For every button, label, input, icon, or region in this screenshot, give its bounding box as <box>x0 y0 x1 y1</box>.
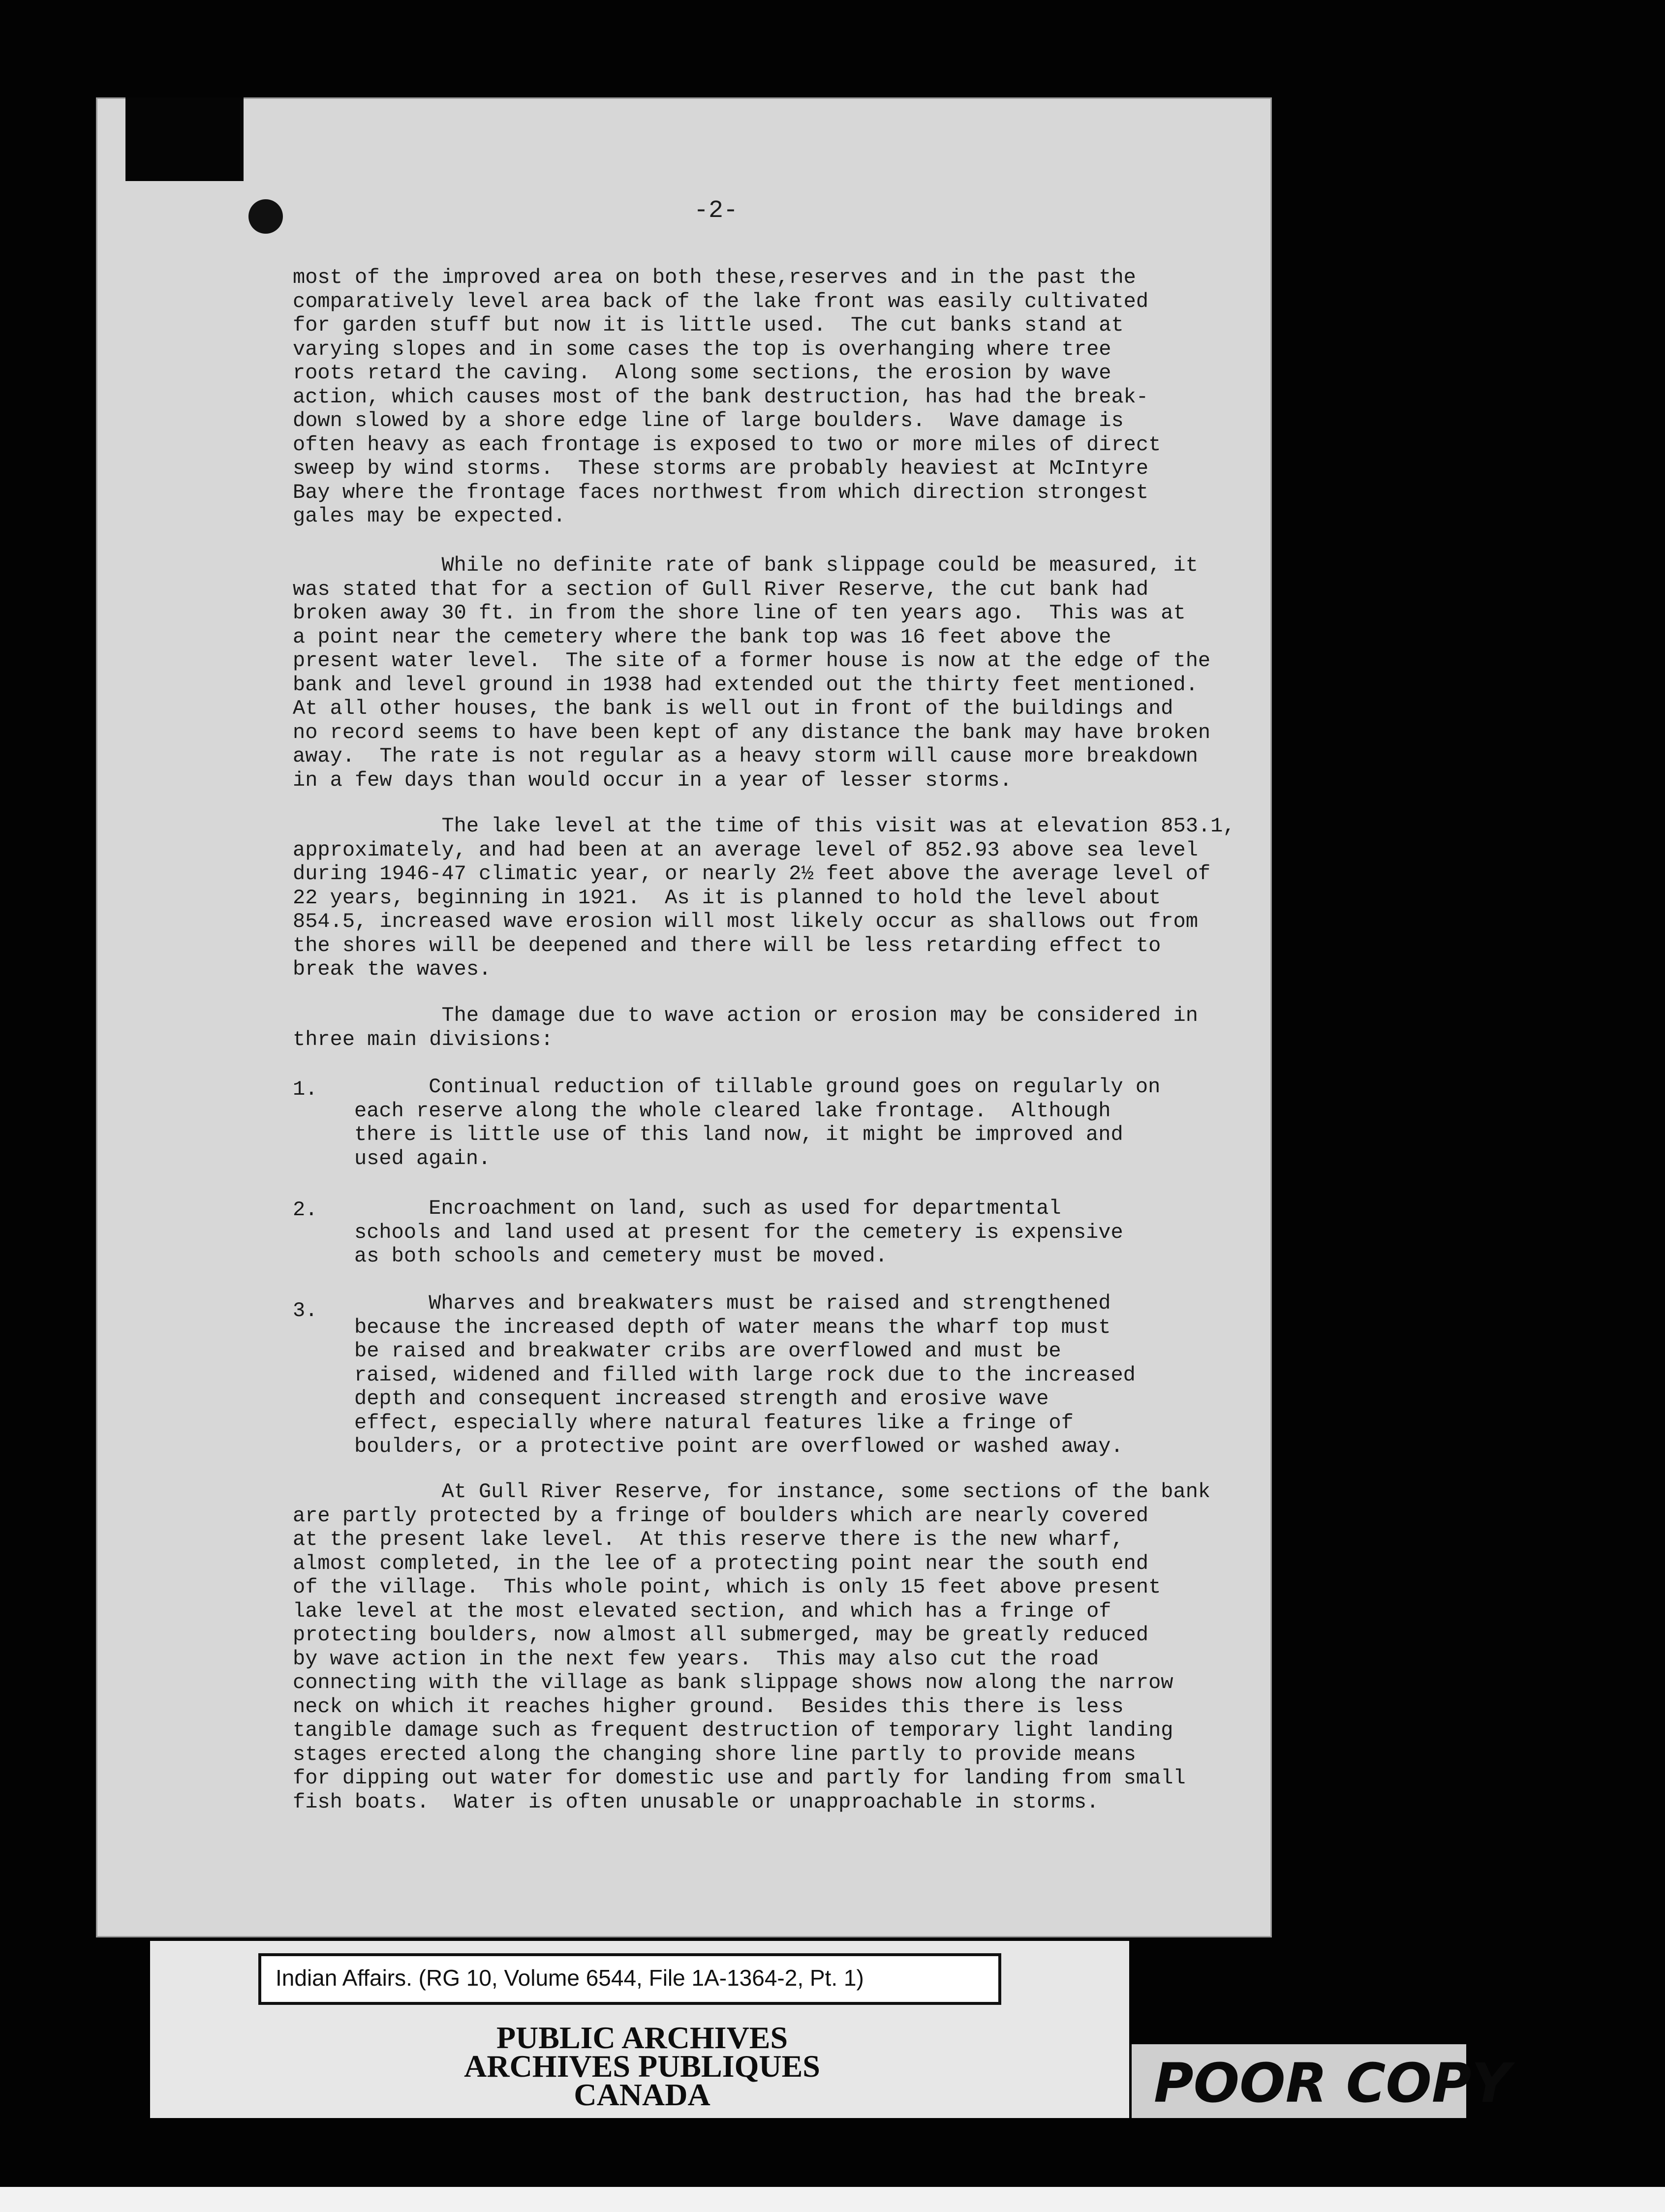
archive-stamp-line: ARCHIVES PUBLIQUES <box>464 2049 820 2084</box>
archive-stamp-line: PUBLIC ARCHIVES <box>496 2020 788 2055</box>
paragraph-5: At Gull River Reserve, for instance, some sections of the bank are partly protected by a fringe of boulders which are nearly covered at the present lake level. At this reserve there is the new wharf, almost completed, in the lee of a protecting point near the south end of the village. This whole point, which is only 15 feet above present lake level at the most elevated section, and which has a fringe of protecting boulders, now almost all submerged, may be greatly reduced by wave action in the next few years. This may also cut the road connecting with the village as bank slippage shows now along the narrow neck on which it reaches higher ground. Besides this there is less tangible damage such as frequent destruction of temporary light landing stages erected along the changing shore line partly to provide means for dipping out water for domestic use and partly for landing from small fish boats. Water is often unusable or unapproachable in storms. <box>293 1480 1211 1814</box>
list-item: Encroachment on land, such as used for departmental schools and land used at present for the cemetery is expensive as both schools and cemetery must be moved. <box>354 1197 1123 1268</box>
paragraph-1: most of the improved area on both these,reserves and in the past the comparatively level area back of the lake front was easily cultivated for garden stuff but now it is little used. The cut banks stand at varying slopes and in some cases the top is overhanging where tree roots retard the caving. Along some sections, the erosion by wave action, which causes most of the bank destruction, has had the break- down slowed by a shore edge line of large boulders. Wave damage is often heavy as each frontage is exposed to two or more miles of direct sweep by wind storms. These storms are probably heaviest at McIntyre Bay where the frontage faces northwest from which direction strongest gales may be expected. <box>293 266 1161 528</box>
paragraph-2: While no definite rate of bank slippage could be measured, it was stated that for a section of Gull River Reserve, the cut bank had broken away 30 ft. in from the shore line of ten years ago. This was at a point near the cemetery where the bank top was 16 feet above the present water level. The site of a former house is now at the edge of the bank and level ground in 1938 had extended out the thirty feet mentioned. At all other houses, the bank is well out in front of the buildings and no record seems to have been kept of any distance the bank may have broken away. The rate is not regular as a heavy storm will cause more breakdown in a few days than would occur in a year of lesser storms. <box>293 553 1211 792</box>
paragraph-4: The damage due to wave action or erosion may be considered in three main divisions: <box>293 1004 1198 1051</box>
quality-label: POOR COPY <box>1154 2052 1511 2115</box>
punch-hole <box>248 199 283 234</box>
page-corner-tab <box>125 97 244 181</box>
list-item-number: 2. <box>293 1198 318 1222</box>
archive-stamp-line: CANADA <box>574 2077 710 2112</box>
bottom-band <box>0 2187 1665 2212</box>
page-number: -2- <box>694 197 739 225</box>
list-item: Wharves and breakwaters must be raised and strengthened because the increased depth of water means the wharf top must be raised and breakwater cribs are overflowed and must be raised, widened and filled with large rock due to the increased depth and consequent increased strength and erosive wave effect, especially where natural features like a fringe of boulders, or a protective point are overflowed or washed away. <box>354 1291 1136 1458</box>
archive-reference: Indian Affairs. (RG 10, Volume 6544, File 1A-1364-2, Pt. 1) <box>276 1965 864 1991</box>
paragraph-3: The lake level at the time of this visit was at elevation 853.1, approximately, and had been at an average level of 852.93 above sea level during 1946-47 climatic year, or nearly 2½ feet above the average level of 22 years, beginning in 1921. As it is planned to hold the level about 854.5, increased wave erosion will most likely occur as shallows out from the shores will be deepened and there will be less retarding effect to break the waves. <box>293 814 1235 981</box>
list-item-number: 3. <box>293 1299 318 1322</box>
list-item-number: 1. <box>293 1077 318 1101</box>
list-item: Continual reduction of tillable ground goes on regularly on each reserve along the whole cleared lake frontage. Although there is little use of this land now, it might be improved and used again. <box>354 1075 1161 1170</box>
